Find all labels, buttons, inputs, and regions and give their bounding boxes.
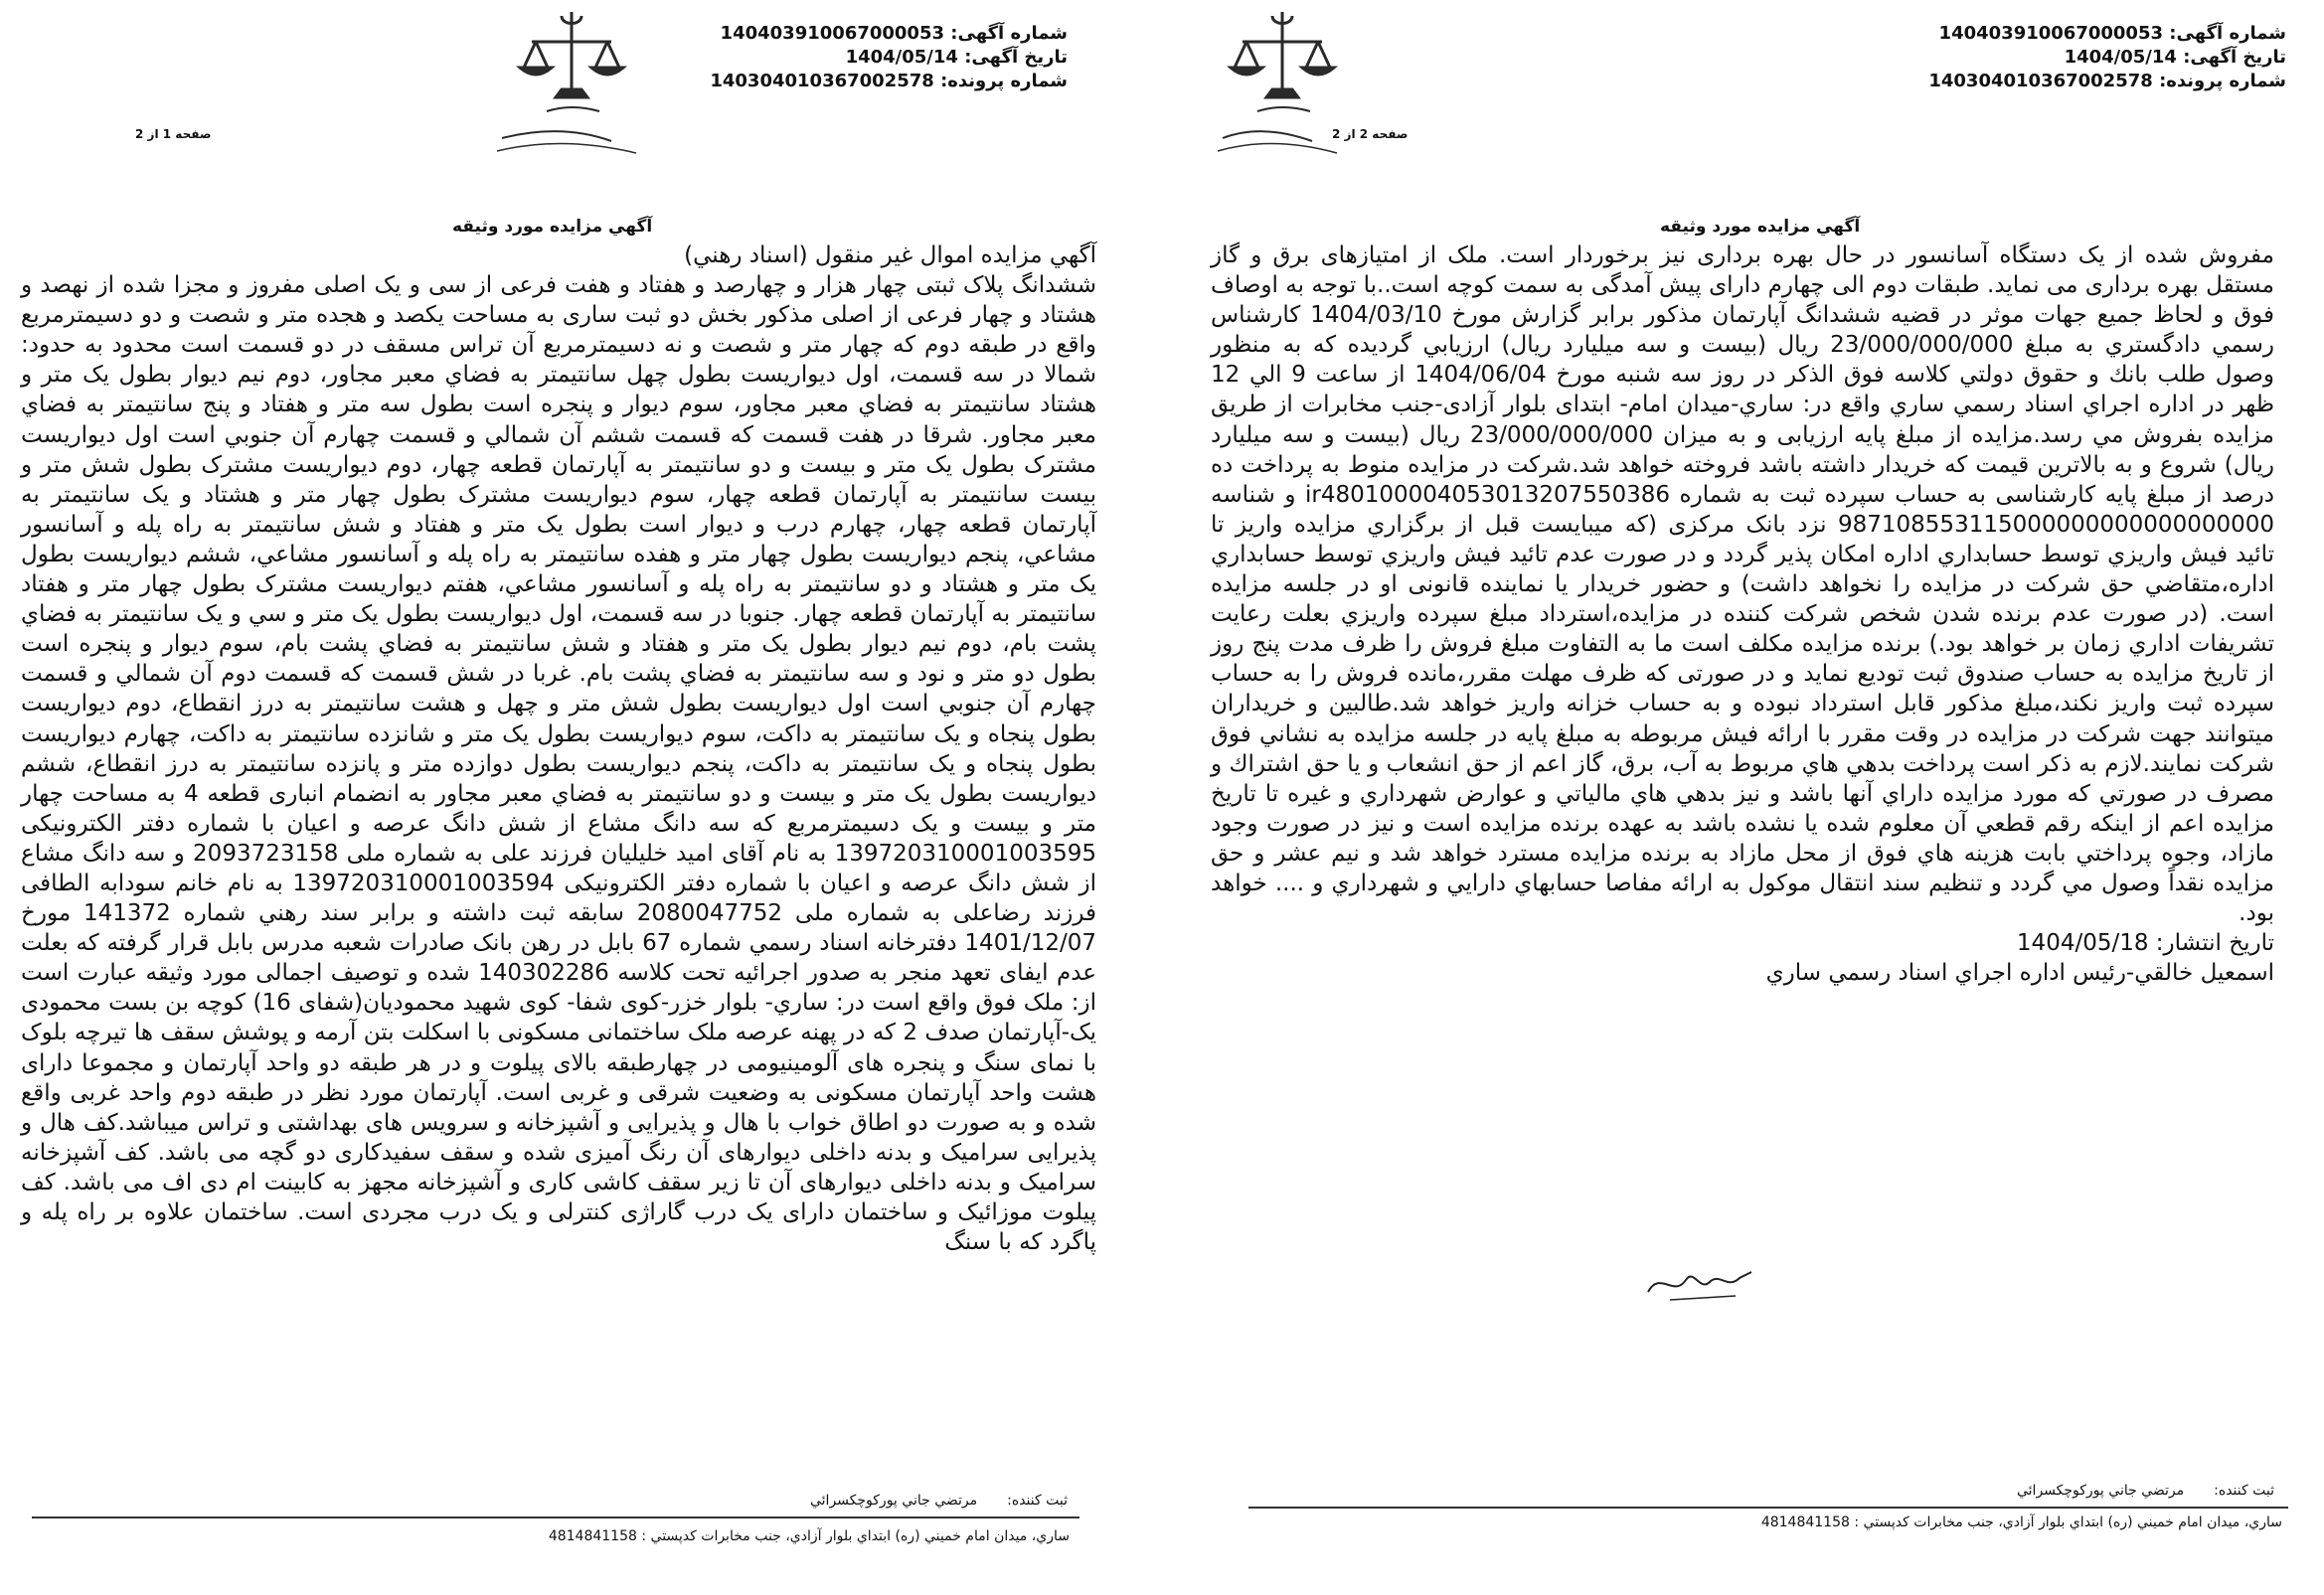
- page-number: صفحه 2 از 2: [1332, 127, 1409, 141]
- registrar-name: مرتضي جاني پوركوچكسرائي: [2016, 1483, 2185, 1499]
- page-2: [1163, 0, 2324, 1595]
- footer-divider: [32, 1516, 1079, 1518]
- ad-date-label: تاریخ آگهی:: [2183, 47, 2286, 68]
- ad-number-row: [710, 22, 1068, 46]
- ad-number: 140403910067000053: [720, 23, 944, 44]
- case-number-row: [1928, 70, 2286, 93]
- notice-title: آگهي مزايده مورد وثيقه: [452, 217, 653, 237]
- page-number: صفحه 1 از 2: [135, 127, 212, 141]
- footer-address: ساري، ميدان امام خميني (ره) ابتداي بلوار آزادي، جنب مخابرات كدپستي : 4814841158: [1760, 1515, 2282, 1530]
- notice-subtitle: آگهي مزايده اموال غير منقول (اسناد رهني): [684, 242, 1096, 268]
- ad-number-label: شماره آگهی:: [2169, 23, 2286, 44]
- notice-body-text: مفروش شده از یک دستگاه آسانسور در حال بهره برداری نیز برخوردار است. ملک از امتیازهای برق و گاز مستقل بهره برداری می نماید. طبقات دوم الی چهارم دارای پیش آمدگی به سمت کوچه است..با توجه به اوصاف فوق و لحاظ جمیع جهات موثر در قضیه ششدانگ آپارتمان مذکور برابر گزارش مورخ 1404/03/10 كارشناس رسمي دادگستري به مبلغ 23/000/000/000 ريال (بيست و سه ميليارد ريال) ارزيابي گرديده كه به منظور وصول طلب بانك و حقوق دولتي كلاسه فوق الذكر در روز سه شنبه مورخ 1404/06/04 از ساعت 9 الي 12 ظهر در اداره اجراي اسناد رسمي ساري واقع در: ساري-ميدان امام- ابتدای بلوار آزادی-جنب مخابرات از طريق مزايده بفروش مي رسد.مزايده از مبلغ پايه ارزيابی و به ميزان 23/000/000/000 ريال (بيست و سه ميليارد ريال) شروع و به بالاترين قيمت كه خريدار داشته باشد فروخته خواهد شد.شركت در مزايده منوط به پرداخت ده درصد از مبلغ پايه كارشناسی به حساب سپرده ثبت به شماره ir480100004053013207550386 و شناسه 987108553115000000000000000000 نزد بانک مرکزی (كه ميبايست قبل از برگزاري مزايده واريز تا تائيد فيش واريزي توسط حسابداري اداره امكان پذير گردد و در صورت عدم تائيد فيش واريزي توسط حسابداري اداره،متقاضي حق شركت در مزايده را نخواهد داشت) و حضور خريدار يا نماينده قانونی او در جلسه مزايده است. (در صورت عدم برنده شدن شخص شركت كننده در مزايده،استرداد مبلغ سپرده واريزي بعلت رعايت تشريفات اداري زمان بر خواهد بود.) برنده مزايده مكلف است ما به التفاوت مبلغ فروش را ظرف مدت پنج روز از تاريخ مزايده به حساب صندوق ثبت توديع نمايد و در صورتی كه ظرف مهلت مقرر،مانده فروش را به حساب سپرده ثبت واريز نكند،مبلغ مذكور قابل استرداد نبوده و به حساب خزانه واريز خواهد شد.طالبين و خريداران ميتوانند جهت شركت در مزايده در وقت مقرر با ارائه فيش مربوطه به مبلغ پايه در جلسه مزايده به نشاني فوق شركت نمايند.لازم به ذكر است پرداخت بدهي هاي مربوط به آب، برق، گاز اعم از حق انشعاب و يا حق اشتراك و مصرف در صورتي كه مورد مزايده داراي آنها باشد و نيز بدهي هاي مالياتي و عوارض شهرداري و غيره تا تاريخ مزايده اعم از اينكه رقم قطعي آن معلوم شده يا نشده باشد به عهده برنده مزايده است و نيز در صورت وجود مازاد، وجوه پرداختي بابت هزينه هاي فوق از محل مازاد به برنده مزايده مسترد خواهد شد و نيم عشر و حق مزايده نقداً وصول مي گردد و تنظيم سند انتقال موكول به ارائه مفاصا حسابهاي دارايي و شهرداري و .... خواهد بود.: [1211, 242, 2275, 927]
- notice-title: آگهي مزايده مورد وثيقه: [1660, 217, 1861, 237]
- ad-date-row: [710, 46, 1068, 70]
- ad-number-label: شماره آگهی:: [950, 23, 1068, 44]
- case-number-row: [710, 70, 1068, 93]
- registrar-label: ثبت کننده:: [2214, 1483, 2274, 1499]
- registrar: [780, 1493, 1068, 1509]
- footer-address: ساري، ميدان امام خميني (ره) ابتداي بلوار آزادي، جنب مخابرات كدپستي : 4814841158: [548, 1528, 1070, 1544]
- ad-number-row: [1928, 22, 2286, 46]
- notice-body: [21, 240, 1096, 1257]
- case-number-label: شماره پرونده:: [2159, 71, 2286, 91]
- ad-date-label: تاریخ آگهی:: [964, 47, 1068, 68]
- case-number: 140304010367002578: [1928, 71, 2153, 91]
- registrar-label: ثبت کننده:: [1007, 1493, 1068, 1509]
- notice-body-text: ششدانگ پلاک ثبتی چهار هزار و چهارصد و هفتاد و هفت فرعی از سی و یک اصلی مفروز و مجزا شده از نهصد و هشتاد و چهار فرعی از اصلی مذکور بخش دو ثبت ساری به مساحت یکصد و هجده متر و شصت و دو دسیمترمربع واقع در طبقه دوم که چهار متر و شصت و نه دسیمترمربع آن تراس مسقف در دو قسمت است محدود به حدود: شمالا در سه قسمت، اول ديواريست بطول چهل سانتيمتر به فضاي معبر مجاور، دوم نيم ديوار بطول يک متر و هشتاد سانتيمتر به فضاي معبر مجاور، سوم ديوار و پنجره است بطول سه متر و هفتاد و پنج سانتيمتر به فضاي معبر مجاور. شرقا در هفت قسمت كه قسمت ششم آن شمالي و قسمت چهارم آن جنوبي است اول ديواريست مشترک بطول یک متر و بیست و دو سانتيمتر به آپارتمان قطعه چهار، دوم ديواريست مشترک بطول شش متر و بيست سانتيمتر به آپارتمان قطعه چهار، سوم ديواريست مشترک بطول چهار متر و هشتاد و یک سانتيمتر به آپارتمان قطعه چهار، چهارم درب و ديوار است بطول يک متر و هفتاد و شش سانتيمتر به راه پله و آسانسور مشاعي، پنجم ديواريست بطول چهار متر و هفده سانتيمتر به راه پله و آسانسور مشاعي، ششم ديواريست بطول يک متر و هشتاد و دو سانتيمتر به راه پله و آسانسور مشاعي، هفتم ديواريست مشترک بطول چهار متر و هفتاد سانتيمتر به آپارتمان قطعه چهار. جنوبا در سه قسمت، اول ديواريست بطول يک متر و سي و یک سانتيمتر به فضاي پشت بام، دوم نيم ديوار بطول يک متر و هفتاد و شش سانتيمتر به فضاي پشت بام، سوم ديوار و پنجره است بطول دو متر و نود و سه سانتيمتر به فضاي پشت بام. غربا در شش قسمت که قسمت دوم آن شمالي و قسمت چهارم آن جنوبي است اول ديواريست بطول شش متر و چهل و هشت سانتيمتر به درز انقطاع، دوم ديواريست بطول پنجاه و يک سانتيمتر به داكت، سوم ديواريست بطول يک متر و شانزده سانتيمتر به داكت، چهارم ديواريست بطول پنجاه و يک سانتيمتر به داكت، پنجم ديواريست بطول دوازده متر و پانزده سانتيمتر به درز انقطاع، ششم ديواريست بطول يک متر و بيست و دو سانتيمتر به فضاي معبر مجاور به انضمام انباری قطعه 4 به مساحت چهار متر و بیست و یک دسیمترمربع که سه دانگ مشاع از شش دانگ عرصه و اعیان با شماره دفتر الکترونیکی 13972031000100359​5 به نام آقای امید خلیلیان فرزند علی به شماره ملی 2093723158 و سه دانگ مشاع از شش دانگ عرصه و اعیان با شماره دفتر الکترونیکی 139720310001003594 به نام خانم سودابه الطافی فرزند رضاعلی به شماره ملی 2080047752 سابقه ثبت داشته و برابر سند رهني شماره 141372 مورخ 1401/12/07 دفترخانه اسناد رسمي شماره 67 بابل در رهن بانک صادرات شعبه مدرس بابل قرار گرفته که بعلت عدم ایفای تعهد منجر به صدور اجرائیه تحت کلاسه 140302286 شده و توصیف اجمالی مورد وثیقه عبارت است از: ملک فوق واقع است در: ساري- بلوار خزر-کوی شفا- کوی شهید محمودیان(شفای 16) کوچه بن بست محمودی یک-آپارتمان صدف 2 که در پهنه عرصه ملک ساختمانی مسکونی با اسکلت بتن آرمه و پوشش سقف ها تیرچه بلوک با نمای سنگ و پنجره های آلومینیومی در چهارطبقه بالای پیلوت و در هر طبقه دو واحد آپارتمان و مجموعا دارای هشت واحد آپارتمان مسکونی به وضعیت شرقی و غربی است. آپارتمان مورد نظر در طبقه دوم واحد غربی واقع شده و به صورت دو اطاق خواب با هال و پذیرایی و آشپزخانه و سرویس های بهداشتی و تراس میباشد.کف هال و پذیرایی سرامیک و بدنه داخلی دیوارهای آن رنگ آمیزی شده و سقف سفیدکاری دو گچه می باشد. کف آشپزخانه سرامیک و بدنه داخلی دیوارهای آن تا زیر سقف کاشی کاری و آشپزخانه مجهز به کابینت ام دی اف می باشد. کف پیلوت موزائیک و ساختمان دارای یک درب گاراژی کنترلی و یک درب مجردی است. ساختمان علاوه بر راه پله و پاگرد که با سنگ: [21, 272, 1097, 1256]
- judiciary-emblem-icon: [472, 4, 671, 163]
- signature-icon: [1640, 1252, 1759, 1312]
- registrar-name: مرتضي جاني پوركوچكسرائي: [809, 1493, 978, 1509]
- ad-meta: [710, 22, 1068, 93]
- notice-body: [1211, 240, 2274, 988]
- footer-divider: [1248, 1507, 2288, 1509]
- ad-date: 1404/05/14: [845, 47, 958, 68]
- case-number-label: شماره پرونده:: [940, 71, 1068, 91]
- ad-date-row: [1928, 46, 2286, 70]
- ad-meta: [1928, 22, 2286, 93]
- case-number: 140304010367002578: [710, 71, 934, 91]
- signatory: اسمعيل خالقي-رئيس اداره اجراي اسناد رسمي ساري: [1765, 960, 2274, 987]
- publish-date: تاریخ انتشار: 1404/05/18: [2016, 930, 2274, 957]
- ad-date: 1404/05/14: [2064, 47, 2177, 68]
- registrar: [1987, 1483, 2274, 1499]
- ad-number: 140403910067000053: [1938, 23, 2163, 44]
